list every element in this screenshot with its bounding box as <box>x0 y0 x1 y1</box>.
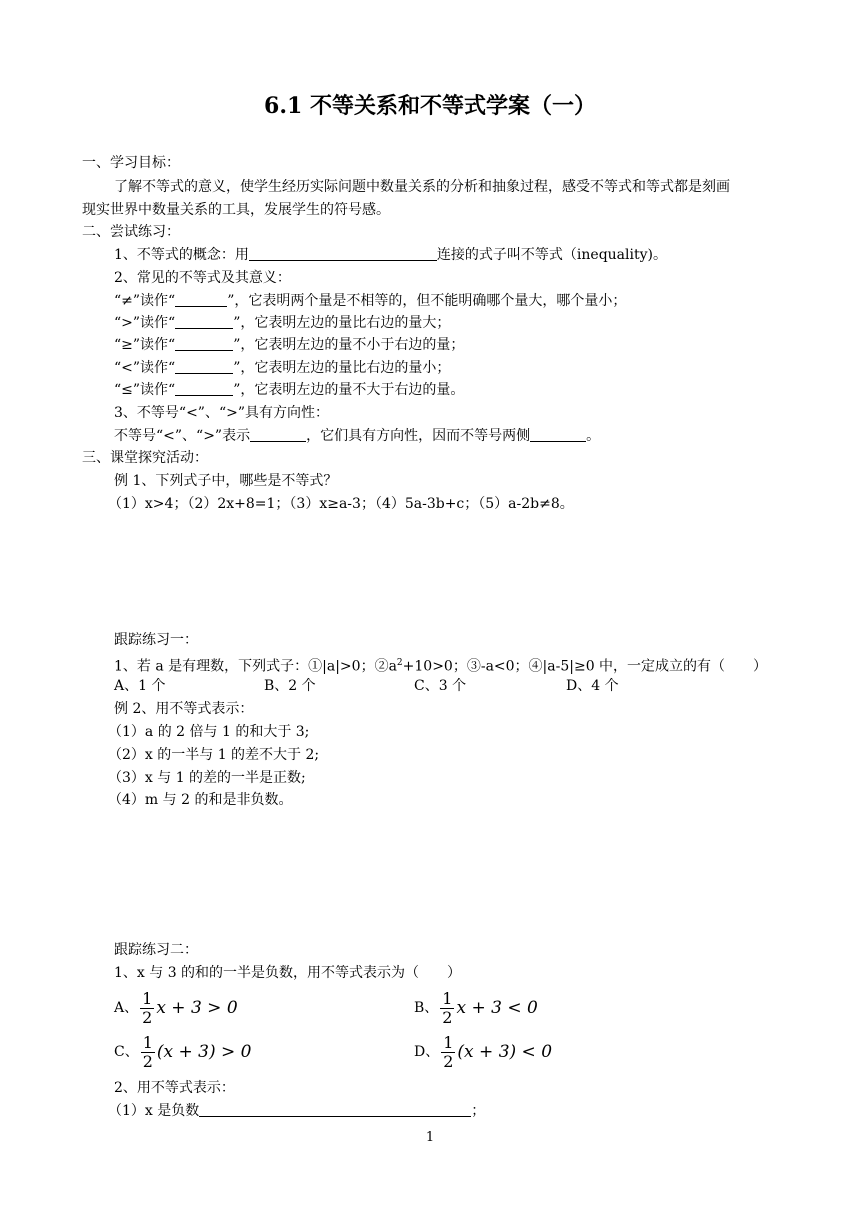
option-b: B、 $\frac{1}{2}$ x + 3 < 0 <box>414 988 538 1027</box>
fraction: $\frac{1}{2}$ <box>442 988 453 1027</box>
question-3-detail: 不等号“<”、“>”表示 ，它们具有方向性，因而不等号两侧 。 <box>114 428 601 444</box>
inequality-row: “<”读作“ ”，它表明左边的量比右边的量小； <box>114 360 451 376</box>
tracking-question-2-2: 2、用不等式表示： <box>114 1080 235 1096</box>
inequality-row: “>”读作“ ”，它表明左边的量比右边的量大； <box>114 315 451 331</box>
example-2-item: （1）a 的 2 倍与 1 的和大于 3; <box>108 724 310 740</box>
example-1-items: （1）x>4；（2）2x+8=1；（3）x≥a-3；（4）5a-3b+c；（5）a-2b≠8。 <box>108 496 574 512</box>
tracking-question-1: 1、若 a 是有理数，下列式子：①|a|>0；$②a^2+10>0$；③-a<0；④|a-5|≥0 中，一定成立的有（ ） <box>114 658 768 675</box>
answer-blank <box>250 427 306 442</box>
tracking-question-2-2-item: （1）x 是负数 ； <box>108 1103 486 1119</box>
answer-blank <box>175 292 227 307</box>
question-1: 1、不等式的概念：用 连接的式子叫不等式（inequality)。 <box>114 247 667 263</box>
objective-line-2: 现实世界中数量关系的工具，发展学生的符号感。 <box>82 202 390 218</box>
answer-blank <box>175 381 233 396</box>
fraction: $\frac{1}{2}$ <box>142 988 153 1027</box>
tracking-exercise-2-heading: 跟踪练习二： <box>114 942 198 958</box>
example-2-item: （4）m 与 2 的和是非负数。 <box>108 792 293 808</box>
question-2: 2、常见的不等式及其意义： <box>114 270 291 286</box>
tracking-question-2-1: 1、x 与 3 的和的一半是负数，用不等式表示为（ ） <box>114 965 462 981</box>
answer-blank <box>175 359 233 374</box>
option-d: D、4 个 <box>566 678 619 694</box>
section-1-heading: 一、学习目标： <box>82 155 180 171</box>
section-3-heading: 三、课堂探究活动： <box>82 450 208 466</box>
example-2-item: （2）x 的一半与 1 的差不大于 2; <box>108 747 320 763</box>
fraction: $\frac{1}{2}$ <box>142 1032 153 1071</box>
fraction: $\frac{1}{2}$ <box>443 1032 454 1071</box>
option-a: A、 $\frac{1}{2}$ x + 3 > 0 <box>114 988 238 1027</box>
page-title: 6.1 不等关系和不等式学案（一） <box>264 93 596 119</box>
option-a: A、1 个 <box>114 678 166 694</box>
page-number: 1 <box>425 1130 435 1145</box>
option-b: B、2 个 <box>264 678 316 694</box>
answer-blank <box>530 427 586 442</box>
objective-line-1: 了解不等式的意义，使学生经历实际问题中数量关系的分析和抽象过程，感受不等式和等式都是刻画 <box>114 179 730 195</box>
option-c: C、 $\frac{1}{2}$ (x + 3) > 0 <box>114 1032 252 1071</box>
section-2-heading: 二、尝试练习： <box>82 224 180 240</box>
question-3: 3、不等号“<”、“>”具有方向性： <box>114 405 329 421</box>
inequality-row: “≠”读作“ ”，它表明两个量是不相等的，但不能明确哪个量大，哪个量小； <box>114 293 627 309</box>
inequality-row: “≥”读作“ ”，它表明左边的量不小于右边的量； <box>114 337 465 353</box>
example-1: 例 1、下列式子中，哪些是不等式？ <box>114 473 338 489</box>
option-d: D、 $\frac{1}{2}$ (x + 3) < 0 <box>414 1032 553 1071</box>
answer-blank <box>249 246 437 261</box>
answer-blank <box>175 336 233 351</box>
option-c: C、3 个 <box>414 678 467 694</box>
answer-blank <box>175 314 233 329</box>
inequality-row: “≤”读作“ ”，它表明左边的量不大于右边的量。 <box>114 382 465 398</box>
example-2: 例 2、用不等式表示： <box>114 701 254 717</box>
tracking-exercise-1-heading: 跟踪练习一： <box>114 632 198 648</box>
answer-blank <box>199 1102 471 1117</box>
example-2-item: （3）x 与 1 的差的一半是正数; <box>108 770 306 786</box>
